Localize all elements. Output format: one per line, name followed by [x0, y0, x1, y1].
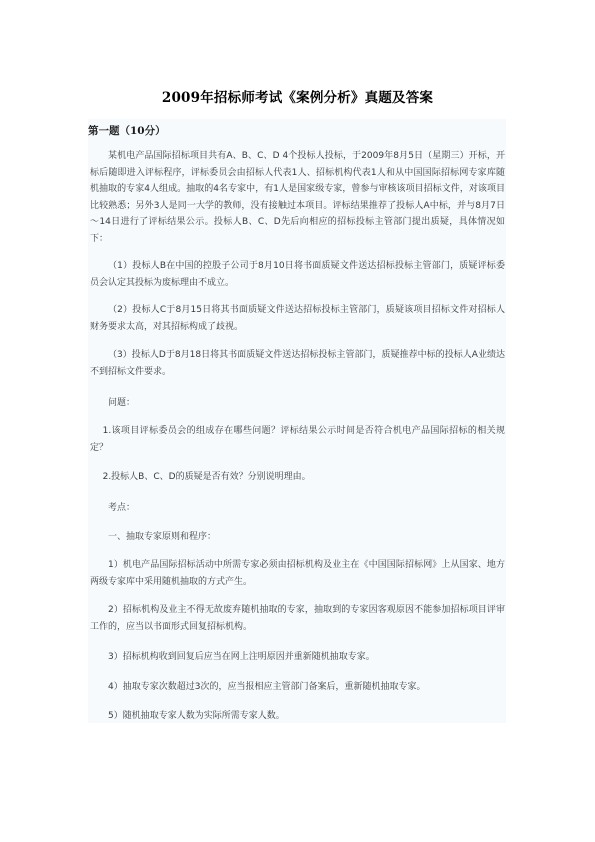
paragraph-item-1: （1）投标人B在中国的控股子公司于8月10日将书面质疑文件送达招标投标主管部门，质疑评标委员会认定其投标为废标理由不成立。	[90, 261, 505, 288]
paragraph-question-2: 2.投标人B、C、D的质疑是否有效？分别说明理由。	[102, 472, 311, 482]
paragraph-rule-3: 3）招标机构收到回复后应当在网上注明原因并重新随机抽取专家。	[108, 652, 375, 662]
paragraph-rule-2: 2）招标机构及业主不得无故废弃随机抽取的专家，抽取到的专家因客观原因不能参加招标项目评审工作的，应当以书面形式回复招标机构。	[90, 605, 505, 632]
paragraph-question-1: 1.该项目评标委员会的组成存在哪些问题？评标结果公示时间是否符合机电产品国际招标的相关规定？	[90, 426, 505, 453]
paragraph-intro: 某机电产品国际招标项目共有A、B、C、D 4个投标人投标，于2009年8月5日（星期三）开标，开标后随即进入评标程序，评标委员会由招标人代表1人、招标机构代表1人和从中国国际招标网专家库随机抽取的专家4人组成。抽取的4名专家中，有1人是国家级专家，曾参与审核该项目招标文件，对该项目比较熟悉；另外3人是同一大学的教师，没有接触过本项目。评标结果推荐了投标人A中标，并与8月7日～14日进行了评标结果公示。投标人B、C、D先后向相应的招标投标主管部门提出质疑，具体情况如下：	[90, 151, 505, 244]
paragraph-rule-5: 5）随机抽取专家人数为实际所需专家人数。	[108, 711, 285, 721]
paragraph-kaodian-label: 考点：	[108, 503, 136, 513]
paragraph-item-3: （3）投标人D于8月18日将其书面质疑文件送达招标投标主管部门，质疑推荐中标的投标人A业绩达不到招标文件要求。	[90, 350, 505, 377]
section-heading: 第一题（10分）	[88, 125, 166, 137]
document-title: 2009年招标师考试《案例分析》真题及答案	[161, 90, 434, 106]
paragraph-section-one: 一、抽取专家原则和程序：	[108, 532, 217, 542]
paragraph-rule-1: 1）机电产品国际招标活动中所需专家必须由招标机构及业主在《中国国际招标网》上从国家、地方两级专家库中采用随机抽取的方式产生。	[90, 560, 505, 587]
paragraph-question-label: 问题：	[108, 398, 136, 408]
paragraph-rule-4: 4）抽取专家次数超过3次的，应当报相应主管部门备案后，重新随机抽取专家。	[108, 682, 426, 692]
paragraph-item-2: （2）投标人C于8月15日将其书面质疑文件送达招标投标主管部门，质疑该项目招标文件对招标人财务要求太高，对其招标构成了歧视。	[90, 305, 505, 332]
